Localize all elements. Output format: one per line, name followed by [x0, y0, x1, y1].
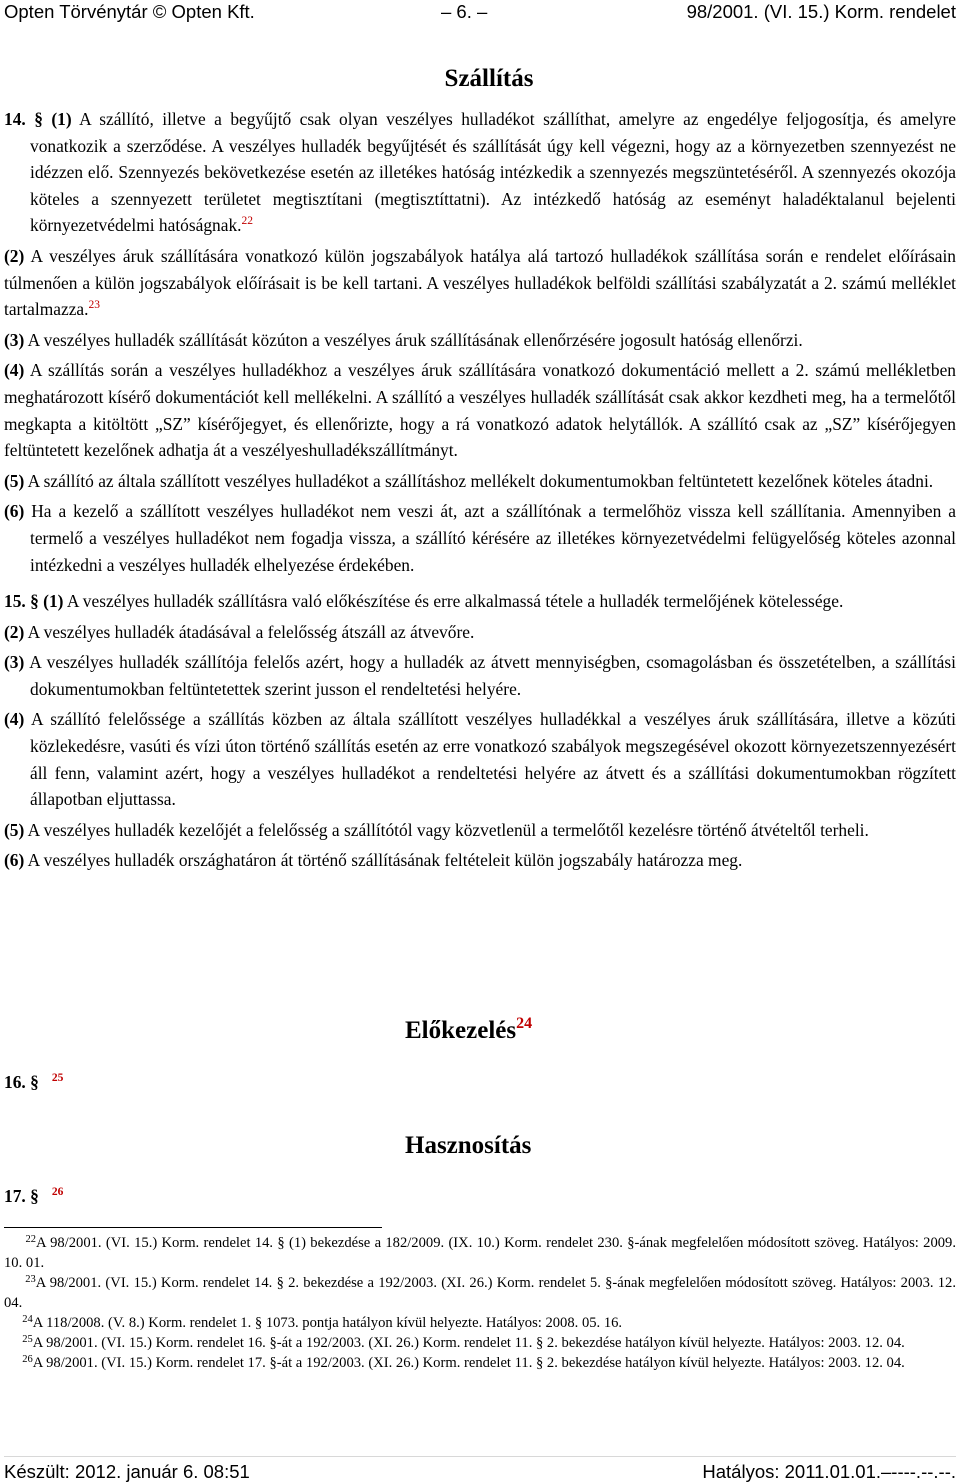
page-footer: [4, 1461, 956, 1483]
footnote-23-text: A 98/2001. (VI. 15.) Korm. rendelet 14. § 2. bekezdése a 192/2003. (XI. 26.) Korm. rendelet 5. §-ának megfelelően módosított szöveg. Hatályos: 2003. 12. 04.: [4, 1275, 956, 1311]
footnote-ref-26[interactable]: 26: [51, 1186, 64, 1198]
art14-p2-text: A veszélyes áruk szállítására vonatkozó külön jogszabályok hatálya alá tartozó hulladékok szállítása során e rendelet előírásain túlmenően a külön jogszabályok előírásait is be kell tartani. A veszélyes hulladékok belföldi szállítási szabályzatát a 2. számú melléklet tartalmazza.: [4, 245, 957, 320]
footnote-25: [4, 1333, 956, 1353]
footnote-ref-23[interactable]: 23: [88, 299, 100, 312]
art15-p5-text: A veszélyes hulladék kezelőjét a felelősség a szállítótól vagy közvetlenül a termelőtől kezelésre történő átvételtől terheli.: [27, 819, 869, 840]
main-content: [4, 62, 956, 878]
elokezeles-title-text: Előkezelés: [405, 1017, 517, 1044]
art14-p2-number: (2): [4, 245, 25, 266]
art15-p1-text: A veszélyes hulladék szállításra való előkészítése és erre alkalmassá tétele a hulladék termelőjének kötelessége.: [66, 591, 844, 612]
footnote-24-text: A 118/2008. (V. 8.) Korm. rendelet 1. § 1073. pontja hatályon kívül helyezte. Hatályos: 2008. 05. 16.: [32, 1315, 623, 1331]
art15-para5: [4, 817, 956, 844]
art15-section-symbol: §: [30, 591, 39, 612]
art14-section-symbol: §: [34, 109, 43, 129]
footnote-25-text: A 98/2001. (VI. 15.) Korm. rendelet 16. §-át a 192/2003. (XI. 26.) Korm. rendelet 11. § 2. bekezdése hatályon kívül helyezte. Hatályos: 2003. 12. 04.: [32, 1335, 905, 1351]
footnote-22: [4, 1233, 956, 1273]
art15-para4: [4, 706, 956, 812]
art17-section-symbol: §: [30, 1186, 39, 1206]
art15-p2-text: A veszélyes hulladék átadásával a felelősség átszáll az átvevőre.: [27, 621, 475, 642]
art15-para3: [4, 649, 956, 702]
page-header: [4, 1, 956, 23]
art14-para2: [4, 243, 956, 323]
footer-created: Készült: 2012. január 6. 08:51: [4, 1461, 250, 1482]
footnote-23: [4, 1273, 956, 1313]
art16-stub: [4, 1071, 63, 1093]
footnote-22-text: A 98/2001. (VI. 15.) Korm. rendelet 14. § (1) bekezdése a 182/2009. (IX. 10.) Korm. rendelet 230. §-ának megfelelően módosított szöveg. Hatályos: 2009. 10. 01.: [4, 1235, 956, 1271]
art17-stub: [4, 1185, 63, 1207]
art14-para3: [4, 327, 956, 354]
art14-p4-number: (4): [4, 360, 25, 381]
section-title-szallitas: Szállítás: [444, 65, 534, 92]
art15-para2: [4, 619, 956, 646]
art15-number: 15.: [4, 591, 26, 612]
footnote-23-number: 23: [25, 1274, 36, 1285]
footer-separator: [4, 1456, 956, 1457]
footnote-ref-25[interactable]: 25: [51, 1072, 64, 1084]
section-title-elokezeles: [405, 1016, 532, 1046]
art15-p3-number: (3): [4, 652, 25, 673]
footer-effective: Hatályos: 2011.01.01.–----.--.--.: [702, 1461, 956, 1482]
art15-para6: [4, 847, 956, 874]
art14-number: 14.: [4, 109, 26, 129]
section-title-hasznositas: Hasznosítás: [405, 1132, 532, 1159]
art14-para4: [4, 357, 956, 463]
art15-p5-number: (5): [4, 819, 25, 840]
art15-p4-number: (4): [4, 709, 25, 730]
art14-p1-number: (1): [51, 109, 72, 129]
footnotes: [4, 1233, 956, 1373]
art16-section-symbol: §: [30, 1072, 39, 1092]
art16-number: 16.: [4, 1072, 26, 1092]
art14-p5-text: A szállító az általa szállított veszélyes hulladékot a szállításhoz mellékelt dokumentumokban feltüntetett kezelőnek köteles átadni.: [27, 470, 934, 491]
art14-para6: [4, 498, 956, 578]
art14-para5: [4, 468, 956, 495]
footnote-22-number: 22: [25, 1234, 37, 1245]
footnote-24: [4, 1313, 956, 1333]
footnote-26: [4, 1353, 956, 1373]
header-page-number: – 6. –: [441, 1, 488, 22]
art14-p6-text: Ha a kezelő a szállított veszélyes hulladékot nem veszi át, azt a szállítónak a termelőhöz vissza kell szállítania. Amennyiben a termelő a veszélyes hulladékot nem fogadja vissza, a szállító kérésére az illetékes környezetvédelmi felügyelőség köteles azonnal intézkedni a veszélyes hulladék elhelyezése érdekében.: [30, 501, 956, 575]
art15-p2-number: (2): [4, 621, 25, 642]
footnote-separator: [4, 1227, 382, 1228]
art14-p3-text: A veszélyes hulladék szállítását közúton a veszélyes áruk szállításának ellenőrzésére jogosult hatóság ellenőrzi.: [27, 329, 803, 350]
art15-p1-number: (1): [43, 591, 64, 612]
art15-p3-text: A veszélyes hulladék szállítója felelős azért, hogy a hulladék az átvett mennyiségben, csomagolásban és összetételben, a szállítási dokumentumokban feltüntetettek szerint jusson el rendeltetési helyére.: [29, 652, 956, 699]
art17-number: 17.: [4, 1186, 26, 1206]
footnote-26-text: A 98/2001. (VI. 15.) Korm. rendelet 17. §-át a 192/2003. (XI. 26.) Korm. rendelet 11. § 2. bekezdése hatályon kívül helyezte. Hatályos: 2003. 12. 04.: [32, 1355, 905, 1371]
art15-p4-text: A szállító felelőssége a szállítás közben az általa szállított veszélyes hulladékkal a veszélyes áruk szállítására, illetve a közúti közlekedésre, vasúti és vízi úton történő szállítás esetén az erre vonatkozó szabályok megszegésével okozott környezetszennyezésért áll fenn, valamint azért, hogy a veszélyes hulladékot a rendeltetési helyére az átvett és a szállítási dokumentumokban rögzített állapotban eljuttassa.: [30, 709, 957, 810]
art14-p5-number: (5): [4, 470, 25, 491]
art14-para1: [4, 106, 956, 239]
art15-para1: [4, 588, 956, 615]
footnote-26-number: 26: [22, 1354, 33, 1365]
art14-p6-number: (6): [4, 501, 25, 522]
art15-p6-number: (6): [4, 850, 25, 871]
header-regulation-id: 98/2001. (VI. 15.) Korm. rendelet: [686, 1, 956, 22]
footnote-25-number: 25: [22, 1334, 33, 1345]
art14-p3-number: (3): [4, 329, 25, 350]
footnote-ref-24[interactable]: 24: [516, 1015, 533, 1032]
header-publisher: Opten Törvénytár © Opten Kft.: [4, 1, 255, 22]
art15-p6-text: A veszélyes hulladék országhatáron át történő szállításának feltételeit külön jogszabály határozza meg.: [27, 850, 743, 871]
art14-p4-text: A szállítás során a veszélyes hulladékhoz a veszélyes áruk szállítására vonatkozó dokumentáció mellett a 2. számú mellékletben meghatározott kísérő dokumentációt kell mellékelni. A szállító a veszélyes hulladék szállítását csak akkor kezdheti meg, ha a termelőtől megkapta a kitöltött „SZ” kísérőjegyet, és ellenőrizte, hogy a rá vonatkozó adatok helytállók. A szállító csak az „SZ” kísérőjegyen feltüntetett kezelőnek adhatja át a veszélyeshulladékszállítmányt.: [4, 360, 956, 461]
footnote-24-number: 24: [22, 1314, 33, 1325]
footnote-ref-22[interactable]: 22: [241, 215, 254, 228]
art14-p1-text: A szállító, illetve a begyűjtő csak olyan veszélyes hulladékot szállíthat, amelyre az engedélye feljogosítja, és amelyre vonatkozik a szerződése. A veszélyes hulladék begyűjtését és szállítását úgy kell végezni, hogy az a környezetben szennyezést ne idézzen elő. Szennyezés bekövetkezése esetén az illetékes hatóság intézkedik a szennyezés megszüntetéséről. A szennyezés okozója köteles a szennyezett területet megtisztítani (megtisztíttatni). Az intézkedő hatóság az eseményt haladéktalanul bejelenti környezetvédelmi hatóságnak.: [30, 109, 956, 236]
